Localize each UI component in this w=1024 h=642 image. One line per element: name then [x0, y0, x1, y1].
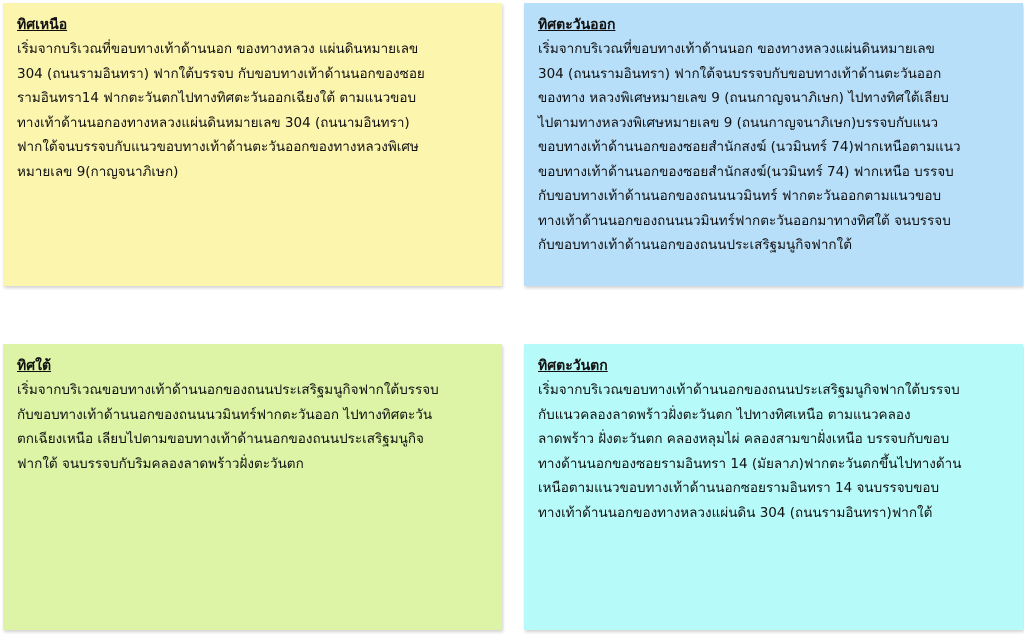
east-card-body: เริ่มจากบริเวณที่ขอบทางเท้าด้านนอก ของทางหลวงแผ่นดินหมายเลข 304 (ถนนรามอินทรา) ฟากใต้จนบรรจบกับขอบทางเท้าด้านตะวันออก ของทาง หลวงพิเศษหมายเลข 9 (ถนนกาญจนาภิเษก) ไปทางทิศใต้เลียบ ไปตามทางหลวงพิเศษหมายเลข 9 (ถนนกาญจนาภิเษก)บรรจบกับแนว ขอบทางเท้าด้านนอกของซอยสำนักสงฆ์ (นวมินทร์ 74)ฟากเหนือตามแนว ขอบทางเท้าด้านนอกของซอยสำนักสงฆ์(นวมินทร์ 74) ฟากเหนือ บรรจบ กับขอบทางเท้าด้านนอกของถนนนวมินทร์ ฟากตะวันออกตามแนวขอบ ทางเท้าด้านนอกของถนนนวมินทร์ฟากตะวันออกมาทางทิศใต้ จนบรรจบ กับขอบทางเท้าด้านนอกของถนนประเสริฐมนูกิจฟากใต้ — [538, 41, 961, 253]
south-card-title: ทิศใต้ — [17, 358, 52, 374]
north-card-body: เริ่มจากบริเวณที่ขอบทางเท้าด้านนอก ของทางหลวง แผ่นดินหมายเลข 304 (ถนนรามอินทรา) ฟากใต้บรรจบ กับขอบทางเท้าด้านนอกของซอย รามอินทรา14 ฟากตะวันตกไปทางทิศตะวันออกเฉียงใต้ ตามแนวขอบ ทางเท้าด้านนอกองทางหลวงแผ่นดินหมายเลข 304 (ถนนามอินทรา) ฟากใต้จนบรรจบกับแนวขอบทางเท้าด้านตะวันออกของทางหลวงพิเศษ หมายเลข 9(กาญจนาภิเษก) — [17, 41, 425, 180]
south-boundary-card — [3, 344, 502, 630]
west-boundary-card — [524, 344, 1023, 630]
north-card-title: ทิศเหนือ — [17, 17, 68, 33]
east-card-title: ทิศตะวันออก — [538, 17, 616, 33]
north-boundary-card — [3, 3, 502, 286]
west-card-body: เริ่มจากบริเวณขอบทางเท้าด้านนอกของถนนประเสริฐมนูกิจฟากใต้บรรจบ กับแนวคลองลาดพร้าวฝั่งตะวันตก ไปทางทิศเหนือ ตามแนวคลอง ลาดพร้าว ฝั่งตะวันตก คลองหลุมไผ่ คลองสามขาฝั่งเหนือ บรรจบกับขอบ ทางด้านนอกของซอยรามอินทรา 14 (มัยลาภ)ฟากตะวันตกขึ้นไปทางด้าน เหนือตามแนวขอบทางเท้าด้านนอกซอยรามอินทรา 14 จนบรรจบขอบ ทางเท้าด้านนอกของทางหลวงแผ่นดิน 304 (ถนนรามอินทรา)ฟากใต้ — [538, 382, 962, 521]
south-card-body: เริ่มจากบริเวณขอบทางเท้าด้านนอกของถนนประเสริฐมนูกิจฟากใต้บรรจบ กับขอบทางเท้าด้านนอกของถนนนวมินทร์ฟากตะวันออก ไปทางทิศตะวัน ตกเฉียงเหนือ เลียบไปตามขอบทางเท้าด้านนอกของถนนประเสริฐมนูกิจ ฟากใต้ จนบรรจบกับริมคลองลาดพร้าวฝั่งตะวันตก — [17, 382, 439, 472]
west-card-title: ทิศตะวันตก — [538, 358, 608, 374]
east-boundary-card — [524, 3, 1023, 286]
